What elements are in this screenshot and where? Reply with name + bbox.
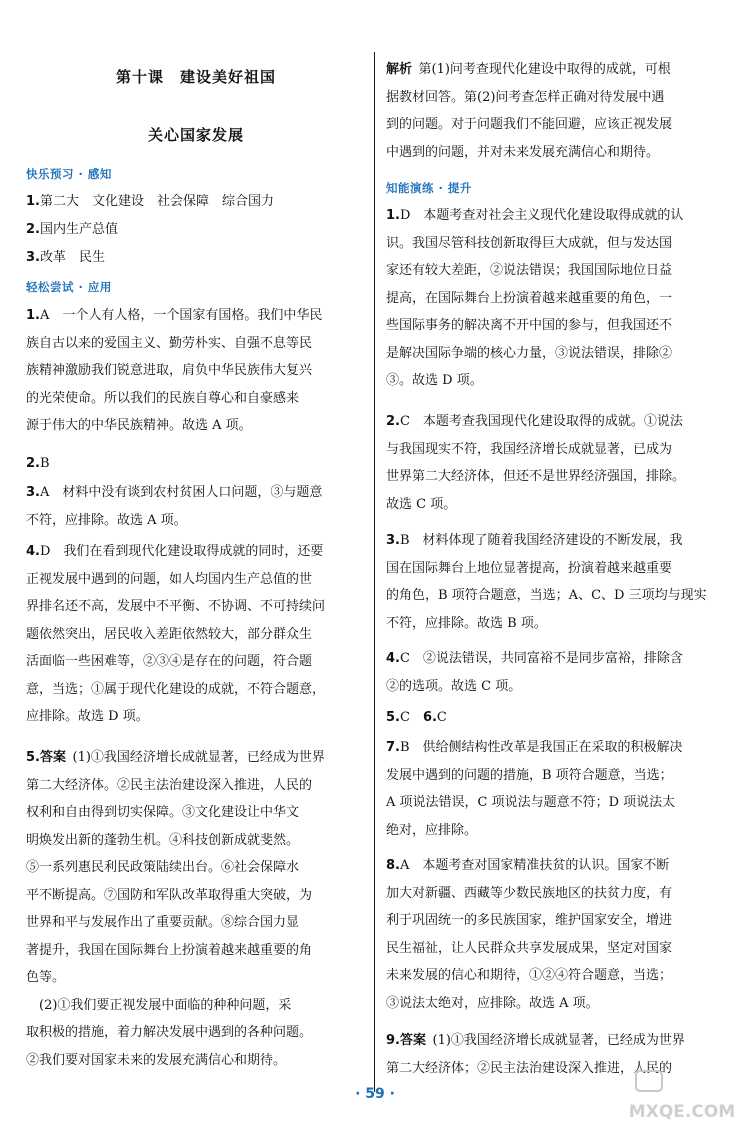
practice-answer-7: 7.B 供给侧结构性改革是我国正在采取的积极解决 发展中遇到的问题的措施，B 项符合题意，当选； A 项说法错误，C 项说法与题意不符；D 项说法太 绝对，应排除。	[386, 740, 683, 838]
watermark-text: MXQE.COM	[628, 1102, 736, 1122]
answer-label: 答案	[399, 1033, 426, 1048]
item-text: 改革 民生	[39, 250, 105, 265]
item-number: 3.	[386, 533, 400, 548]
item-text: 国内生产总值	[39, 222, 118, 237]
preview-answer-2	[26, 216, 366, 244]
section-header-preview: 快乐预习 · 感知	[26, 167, 112, 181]
try-answer-2: 2.B	[26, 456, 50, 471]
item-text: 第二大 文化建设 社会保障 综合国力	[39, 194, 274, 209]
item-number: 1.	[26, 308, 40, 323]
practice-answer-4: 4.C ②说法错误，共同富裕不是同步富裕，排除含 ②的选项。故选 C 项。	[386, 651, 683, 694]
practice-answer-3: 3.B 材料体现了随着我国经济建设的不断发展，我 国在国际舞台上地位显著提高，扮演着越来越重要 的角色，B 项符合题意，当选；A、C、D 三项均与现实 不符，应排除。故选 B 项。	[386, 533, 707, 631]
preview-answer-1	[26, 188, 366, 216]
practice-answer-2: 2.C 本题考查我国现代化建设取得的成就。①说法 与我国现实不符，我国经济增长成就显著，已成为 世界第二大经济体，但还不是世界经济强国，排除。 故选 C 项。	[386, 414, 686, 512]
lesson-title: 第十课 建设美好祖国	[115, 68, 276, 86]
item-number: 3.	[26, 485, 40, 500]
page-number: · 59 ·	[355, 1086, 395, 1102]
item-number: 6.	[422, 710, 437, 725]
item-number: 2.	[26, 222, 40, 237]
item-number: 9.	[386, 1033, 400, 1048]
try-answer-5: 5.答案 (1)①我国经济增长成就显著，已经成为世界 第二大经济体。②民主法治建设深入推进，人民的 权利和自由得到切实保障。③文化建设让中华文 明焕发出新的蓬勃生机。④科技创新成就斐然。 ⑤一系列惠民利民政策陆续出台。⑥社会保障水 平不断提高。⑦国防和军队改革取得重大突破，为 世界和平与发展作出了重要贡献。⑧综合国力显 著提升，我国在国际舞台上扮演着越来越重要的角 色等。 (2)①我们要正视发展中面临的种种问题，采 取积极的措施，着力解决发展中遇到的各种问题。 ②我们要对国家未来的发展充满信心和期待。	[26, 750, 325, 1068]
section-title: 关心国家发展	[147, 126, 244, 144]
item-number: 1.	[26, 194, 40, 209]
item-number: 3.	[26, 250, 40, 265]
try-answer-4: 4.D 我们在看到现代化建设取得成就的同时，还要 正视发展中遇到的问题，如人均国内生产总值的世 界排名还不高，发展中不平衡、不协调、不可持续问 题依然突出，居民收入差距依然较大，部分群众生 活面临一些困难等，②③④是存在的问题，符合题 意，当选；①属于现代化建设的成就，不符合题意， 应排除。故选 D 项。	[26, 544, 326, 724]
item-number: 7.	[386, 740, 400, 755]
section-header-practice: 知能演练 · 提升	[386, 181, 472, 195]
practice-answer-9: 9.答案 (1)①我国经济增长成就显著，已经成为世界 第二大经济体；②民主法治建设深入推进，人民的	[386, 1033, 685, 1076]
answer-label: 答案	[39, 750, 66, 765]
item-number: 4.	[386, 651, 400, 666]
item-number: 4.	[26, 544, 40, 559]
item-number: 2.	[386, 414, 400, 429]
item-number: 5.	[26, 750, 40, 765]
practice-answer-1: 1.D 本题考查对社会主义现代化建设取得成就的认 识。我国尽管科技创新取得巨大成就，但与发达国 家还有较大差距，②说法错误；我国国际地位日益 提高，在国际舞台上扮演着越来越重要的角色，一 些国际事务的解决离不开中国的参与，但我国还不 是解决国际争端的核心力量，③说法错误，排除② ③。故选 D 项。	[386, 208, 684, 388]
practice-answer-8: 8.A 本题考查对国家精准扶贫的认识。国家不断 加大对新疆、西藏等少数民族地区的扶贫力度，有 利于巩固统一的多民族国家，维护国家安全，增进 民生福祉，让人民群众共享发展成果，坚定对国家 未来发展的信心和期待，①②④符合题意，当选； ③说法太绝对，应排除。故选 A 项。	[386, 858, 673, 1011]
column-divider	[374, 52, 375, 1092]
item-number: 5.	[386, 710, 400, 725]
item-number: 1.	[386, 208, 400, 223]
try-answer-3: 3.A 材料中没有谈到农村贫困人口问题，③与题意 不符，应排除。故选 A 项。	[26, 485, 323, 528]
item-number: 8.	[386, 858, 400, 873]
item-number: 2.	[26, 456, 40, 471]
try-answer-1: 1.A 一个人有人格，一个国家有国格。我们中华民 族自古以来的爱国主义、勤劳朴实、自强不息等民 族精神激励我们锐意进取，肩负中华民族伟大复兴 的光荣使命。所以我们的民族自尊心和自豪感来 源于伟大的中华民族精神。故选 A 项。	[26, 308, 323, 433]
section-header-try: 轻松尝试 · 应用	[26, 280, 112, 294]
watermark-logo	[622, 1067, 742, 1127]
answer-5-analysis: 解析 第(1)问考查现代化建设中取得的成就，可根 据教材回答。第(2)问考查怎样正确对待发展中遇 到的问题。对于问题我们不能回避，应该正视发展 中遇到的问题，并对未来发展充满信心和期待。	[386, 62, 673, 160]
practice-answer-5-6: 5.C 6.C	[386, 710, 447, 725]
analysis-label: 解析	[386, 62, 413, 77]
preview-answer-3	[26, 244, 366, 272]
